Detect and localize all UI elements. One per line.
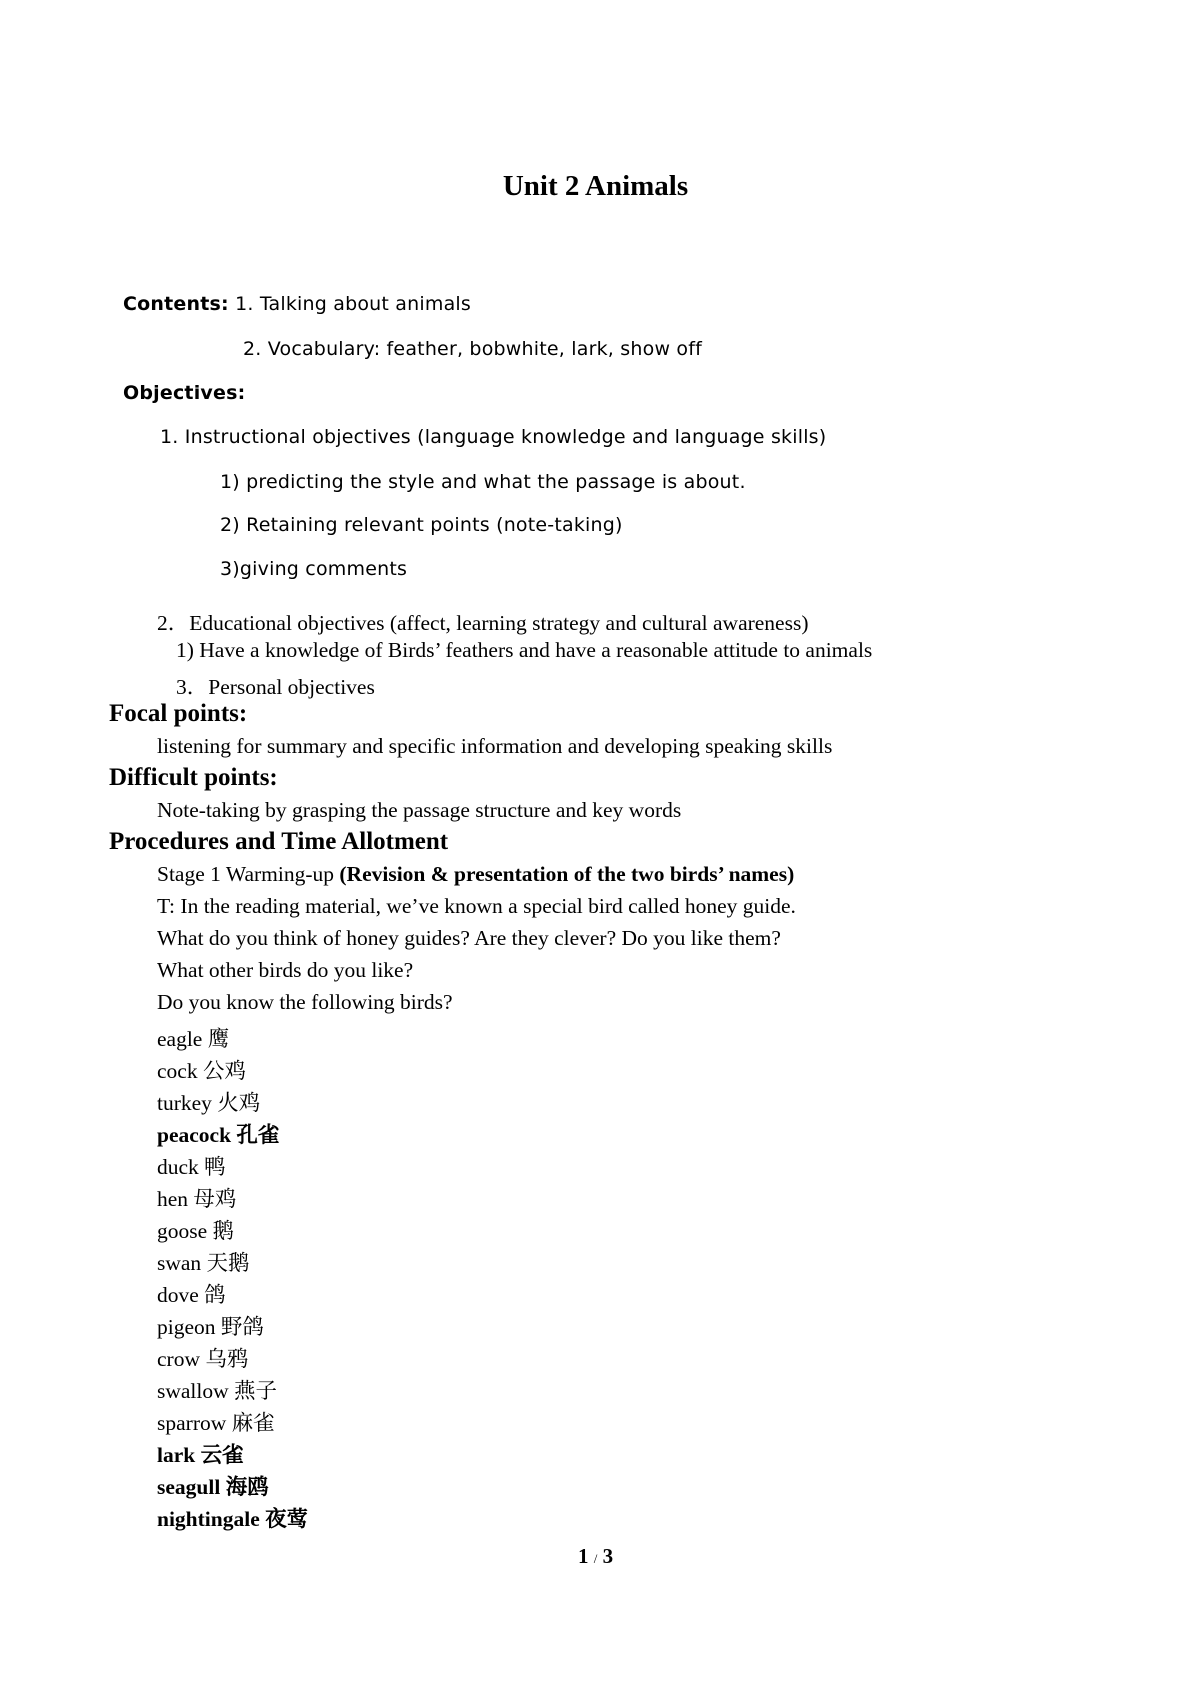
bird-item: swallow 燕子 (157, 1379, 278, 1403)
page-number (0, 1544, 1191, 1569)
procedure-line: What other birds do you like? (157, 958, 414, 982)
procedure-line: Do you know the following birds? (157, 990, 453, 1014)
personal-objectives: 3．Personal objectives (176, 675, 375, 699)
difficult-points-text: Note-taking by grasping the passage structure and key words (157, 798, 682, 822)
focal-points-text: listening for summary and specific information and developing speaking skills (157, 734, 833, 758)
bird-item: turkey 火鸡 (157, 1091, 261, 1115)
bird-item: crow 乌鸦 (157, 1347, 249, 1371)
objectives-label: Objectives: (123, 382, 246, 404)
stage-description: (Revision & presentation of the two birds’ names) (339, 862, 795, 886)
bird-item: nightingale 夜莺 (157, 1507, 309, 1531)
bird-item: goose 鹅 (157, 1219, 235, 1243)
bird-item: duck 鸭 (157, 1155, 226, 1179)
bird-item: seagull 海鸥 (157, 1475, 269, 1499)
page-title: Unit 2 Animals (502, 170, 689, 202)
contents-item-2: 2. Vocabulary: feather, bobwhite, lark, show off (243, 338, 703, 360)
procedures-heading: Procedures and Time Allotment (109, 828, 449, 855)
bird-item: lark 云雀 (157, 1443, 244, 1467)
bird-item: hen 母鸡 (157, 1187, 237, 1211)
contents-line-1 (123, 293, 471, 315)
bird-item: swan 天鹅 (157, 1251, 250, 1275)
procedure-line: T: In the reading material, we’ve known a special bird called honey guide. (157, 894, 796, 918)
page-separator: / (593, 1551, 598, 1566)
educational-objectives: 2．Educational objectives (affect, learning strategy and cultural awareness) (157, 611, 809, 635)
bird-item: peacock 孔雀 (157, 1123, 280, 1147)
contents-label: Contents: (123, 293, 229, 315)
educational-item-1: 1) Have a knowledge of Birds’ feathers and have a reasonable attitude to animals (176, 638, 873, 662)
bird-item: cock 公鸡 (157, 1059, 246, 1083)
bird-item: sparrow 麻雀 (157, 1411, 275, 1435)
instructional-objectives: 1. Instructional objectives (language knowledge and language skills) (160, 426, 827, 448)
procedure-line: What do you think of honey guides? Are they clever? Do you like them? (157, 926, 781, 950)
difficult-points-heading: Difficult points: (109, 764, 278, 791)
focal-points-heading: Focal points: (109, 700, 248, 727)
stage-label: Stage 1 Warming-up (157, 862, 340, 886)
bird-item: eagle 鹰 (157, 1027, 230, 1051)
contents-item-1: 1. Talking about animals (235, 293, 471, 315)
instructional-item-2: 2) Retaining relevant points (note-taking) (220, 514, 623, 536)
page-current: 1 (577, 1544, 589, 1568)
page-total: 3 (602, 1544, 614, 1568)
stage-1-line (157, 862, 794, 887)
bird-item: pigeon 野鸽 (157, 1315, 264, 1339)
bird-item: dove 鸽 (157, 1283, 226, 1307)
instructional-item-3: 3)giving comments (220, 558, 408, 580)
instructional-item-1: 1) predicting the style and what the passage is about. (220, 471, 746, 493)
